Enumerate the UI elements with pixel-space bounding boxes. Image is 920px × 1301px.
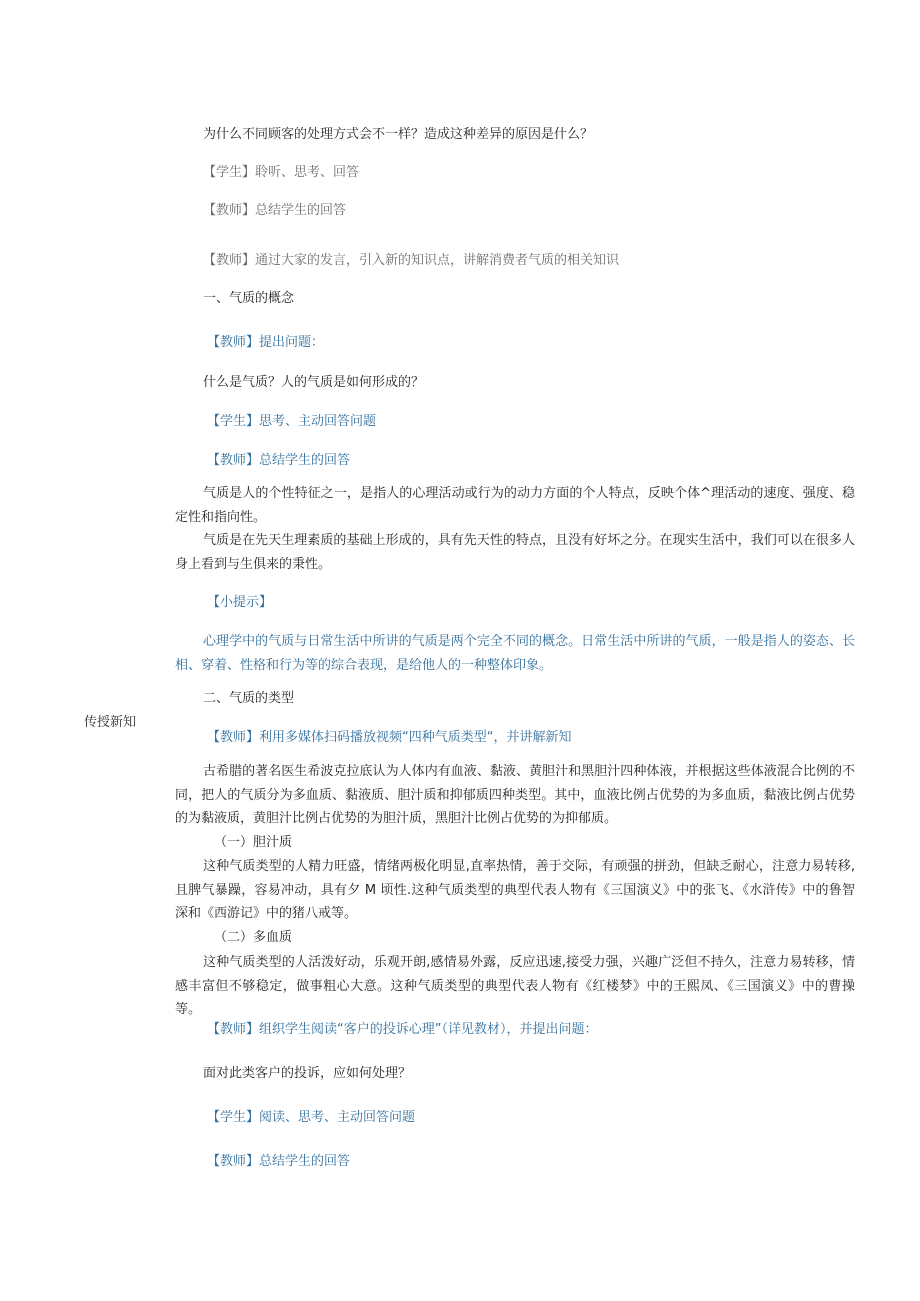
tip-text: 心理学中的气质与日常生活中所讲的气质是两个完全不同的概念。日常生活中所讲的气质，一般是指人的姿态、长相、穿着、性格和行为等的综合表现，是给他人的一种整体印象。 <box>175 634 855 673</box>
paragraph-definition-2: 气质是在先天生理素质的基础上形成的，具有先天性的特点，且没有好坏之分。在现实生活中，我们可以在很多人身上看到与生俱来的秉性。 <box>175 533 855 572</box>
paragraph-definition-1: 气质是人的个性特征之一，是指人的心理活动或行为的动力方面的个人特点，反映个体^理活动的速度、强度、稳定性和指向性。 <box>175 486 855 525</box>
teacher-read-line: 【教师】组织学生阅读“客户的投诉心理”（详见教材），并提出问题： <box>207 1022 598 1037</box>
paragraph-hippocrates: 古希腊的著名医生希波克拉底认为人体内有血液、黏液、黄胆汁和黑胆汁四种体液，并根据这些体液混合比例的不同，把人的气质分为多血质、黏液质、胆汁质和抑郁质四种类型。其中，血液比例占优势的为多血质，黏液比例占优势的为黏液质，黄胆汁比例占优势的为胆汁质，黑胆汁比例占优势的为抑郁质。 <box>175 764 855 826</box>
teacher-summary-line-3: 【教师】总结学生的回答 <box>207 1154 351 1169</box>
student-read-line: 【学生】阅读、思考、主动回答问题 <box>207 1110 416 1125</box>
subheading-choleric: （一）胆汁质 <box>214 835 293 850</box>
question-how-handle: 面对此类客户的投诉，应如何处理？ <box>203 1066 412 1081</box>
teacher-ask-line: 【教师】提出问题： <box>207 335 325 350</box>
student-think-line: 【学生】思考、主动回答问题 <box>207 414 377 429</box>
question-why-different: 为什么不同顾客的处理方式会不一样？造成这种差异的原因是什么？ <box>203 127 594 142</box>
paragraph-choleric: 这种气质类型的人精力旺盛，情绪两极化明显,直率热情，善于交际，有顽强的拼劲，但缺乏耐心，注意力易转移,且脾气暴躁，容易冲动，具有夕 M 顷性.这种气质类型的典型代表人物有《三国演义》中的张飞、《水浒传》中的鲁智深和《西游记》中的猪八戒等。 <box>175 859 855 921</box>
question-what-is: 什么是气质？人的气质是如何形成的？ <box>203 375 425 390</box>
student-listen-line: 【学生】聆听、思考、回答 <box>203 165 360 180</box>
tip-label: 【小提示】 <box>207 595 273 610</box>
teacher-summary-line-1: 【教师】总结学生的回答 <box>203 203 347 218</box>
teacher-intro-line: 【教师】通过大家的发言，引入新的知识点，讲解消费者气质的相关知识 <box>203 253 620 268</box>
teacher-video-line: 【教师】利用多媒体扫码播放视频“四种气质类型“，并讲解新知 <box>207 730 572 745</box>
teacher-summary-line-2: 【教师】总结学生的回答 <box>207 453 351 468</box>
side-label: 传授新知 <box>84 715 137 730</box>
subheading-sanguine: （二）多血质 <box>214 930 293 945</box>
heading-concept: 一、气质的概念 <box>203 291 295 306</box>
paragraph-sanguine: 这种气质类型的人活泼好动，乐观开朗,感情易外露，反应迅速,接受力强，兴趣广泛但不持久，注意力易转移，情感丰富但不够稳定，做事粗心大意。这种气质类型的典型代表人物有《红楼梦》中的王熙凤、《三国演义》中的曹操等。 <box>175 955 855 1017</box>
heading-types: 二、气质的类型 <box>203 691 295 706</box>
